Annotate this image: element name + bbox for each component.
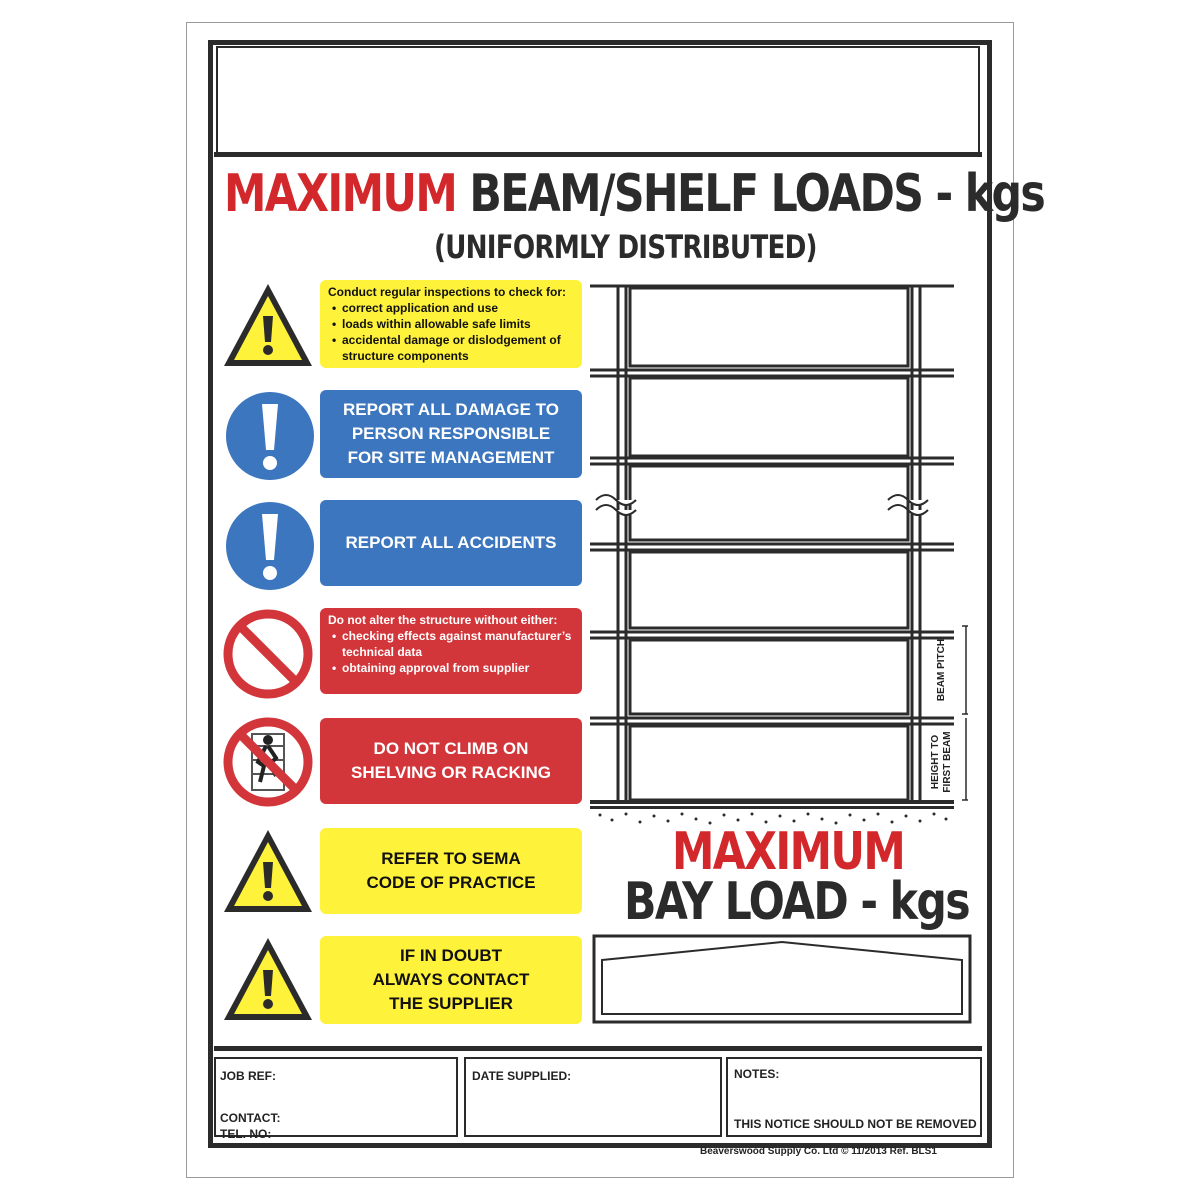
list-item: • correct application and use: [342, 300, 574, 316]
no-climbing-icon: [222, 716, 314, 808]
title-beam-shelf-loads: BEAM/SHELF LOADS - kgs: [469, 164, 1045, 224]
racking-diagram: [588, 278, 968, 838]
do-not-climb-panel: [320, 718, 582, 804]
list-item: • checking effects against manufacturer’s technical data: [342, 628, 574, 660]
panel-line: ALWAYS CONTACT: [372, 970, 530, 989]
panel-line: CODE OF PRACTICE: [366, 873, 536, 892]
report-accidents-panel: [320, 500, 582, 586]
date-supplied-label: DATE SUPPLIED:: [472, 1069, 572, 1083]
list-item: • obtaining approval from supplier: [342, 660, 574, 676]
list-item: • loads within allowable safe limits: [342, 316, 574, 332]
alter-list: [328, 628, 574, 676]
panel-line: REPORT ALL ACCIDENTS: [345, 533, 557, 552]
beam-pitch-label: BEAM PITCH: [936, 638, 947, 702]
prohibition-icon: [222, 608, 314, 700]
notice-text: THIS NOTICE SHOULD NOT BE REMOVED: [734, 1117, 977, 1131]
alter-heading: Do not alter the structure without either:: [328, 613, 558, 627]
panel-line: PERSON RESPONSIBLE: [351, 424, 551, 443]
bay-title-maximum: MAXIMUM: [672, 822, 905, 882]
panel-line: SHELVING OR RACKING: [351, 763, 551, 782]
first-beam-label: FIRST BEAM: [942, 731, 953, 793]
job-ref-cell: [214, 1057, 458, 1141]
notes-cell: [726, 1057, 982, 1137]
panel-line: THE SUPPLIER: [389, 994, 513, 1013]
panel-line: DO NOT CLIMB ON: [373, 739, 529, 758]
list-item: • accidental damage or dislodgement of structure components: [342, 332, 574, 364]
bay-load-box: [592, 934, 972, 1024]
job-ref-label: JOB REF:: [220, 1069, 277, 1083]
panel-line: REFER TO SEMA: [381, 849, 521, 868]
top-box-divider: [214, 46, 982, 157]
sema-panel: [320, 828, 582, 914]
contact-supplier-panel: [320, 936, 582, 1024]
contact-label: CONTACT:: [220, 1111, 281, 1125]
report-damage-panel: [320, 390, 582, 478]
title-maximum: MAXIMUM: [224, 164, 457, 224]
date-supplied-cell: [464, 1057, 722, 1137]
height-to-label: HEIGHT TO: [930, 734, 941, 790]
notes-label: NOTES:: [734, 1067, 780, 1081]
warning-triangle-icon: [222, 280, 314, 372]
exclamation-circle-icon: [224, 500, 316, 592]
footer: [214, 1046, 982, 1141]
credit-line: Beaverswood Supply Co. Ltd © 11/2013 Ref. BLS1: [700, 1146, 937, 1157]
bay-title-load: BAY LOAD - kgs: [624, 872, 969, 932]
exclamation-circle-icon: [224, 390, 316, 482]
inspection-list: [328, 300, 574, 364]
inspection-panel: [320, 280, 582, 368]
subtitle: (UNIFORMLY DISTRIBUTED): [434, 228, 817, 266]
panel-line: REPORT ALL DAMAGE TO: [343, 400, 559, 419]
warning-triangle-icon: [222, 826, 314, 918]
main-title: [224, 164, 1045, 224]
inspection-heading: Conduct regular inspections to check for:: [328, 285, 567, 299]
do-not-alter-panel: [320, 608, 582, 694]
panel-line: IF IN DOUBT: [400, 946, 502, 965]
panel-line: FOR SITE MANAGEMENT: [347, 448, 555, 467]
tel-label: TEL. NO:: [220, 1127, 272, 1141]
warning-triangle-icon: [222, 934, 314, 1026]
